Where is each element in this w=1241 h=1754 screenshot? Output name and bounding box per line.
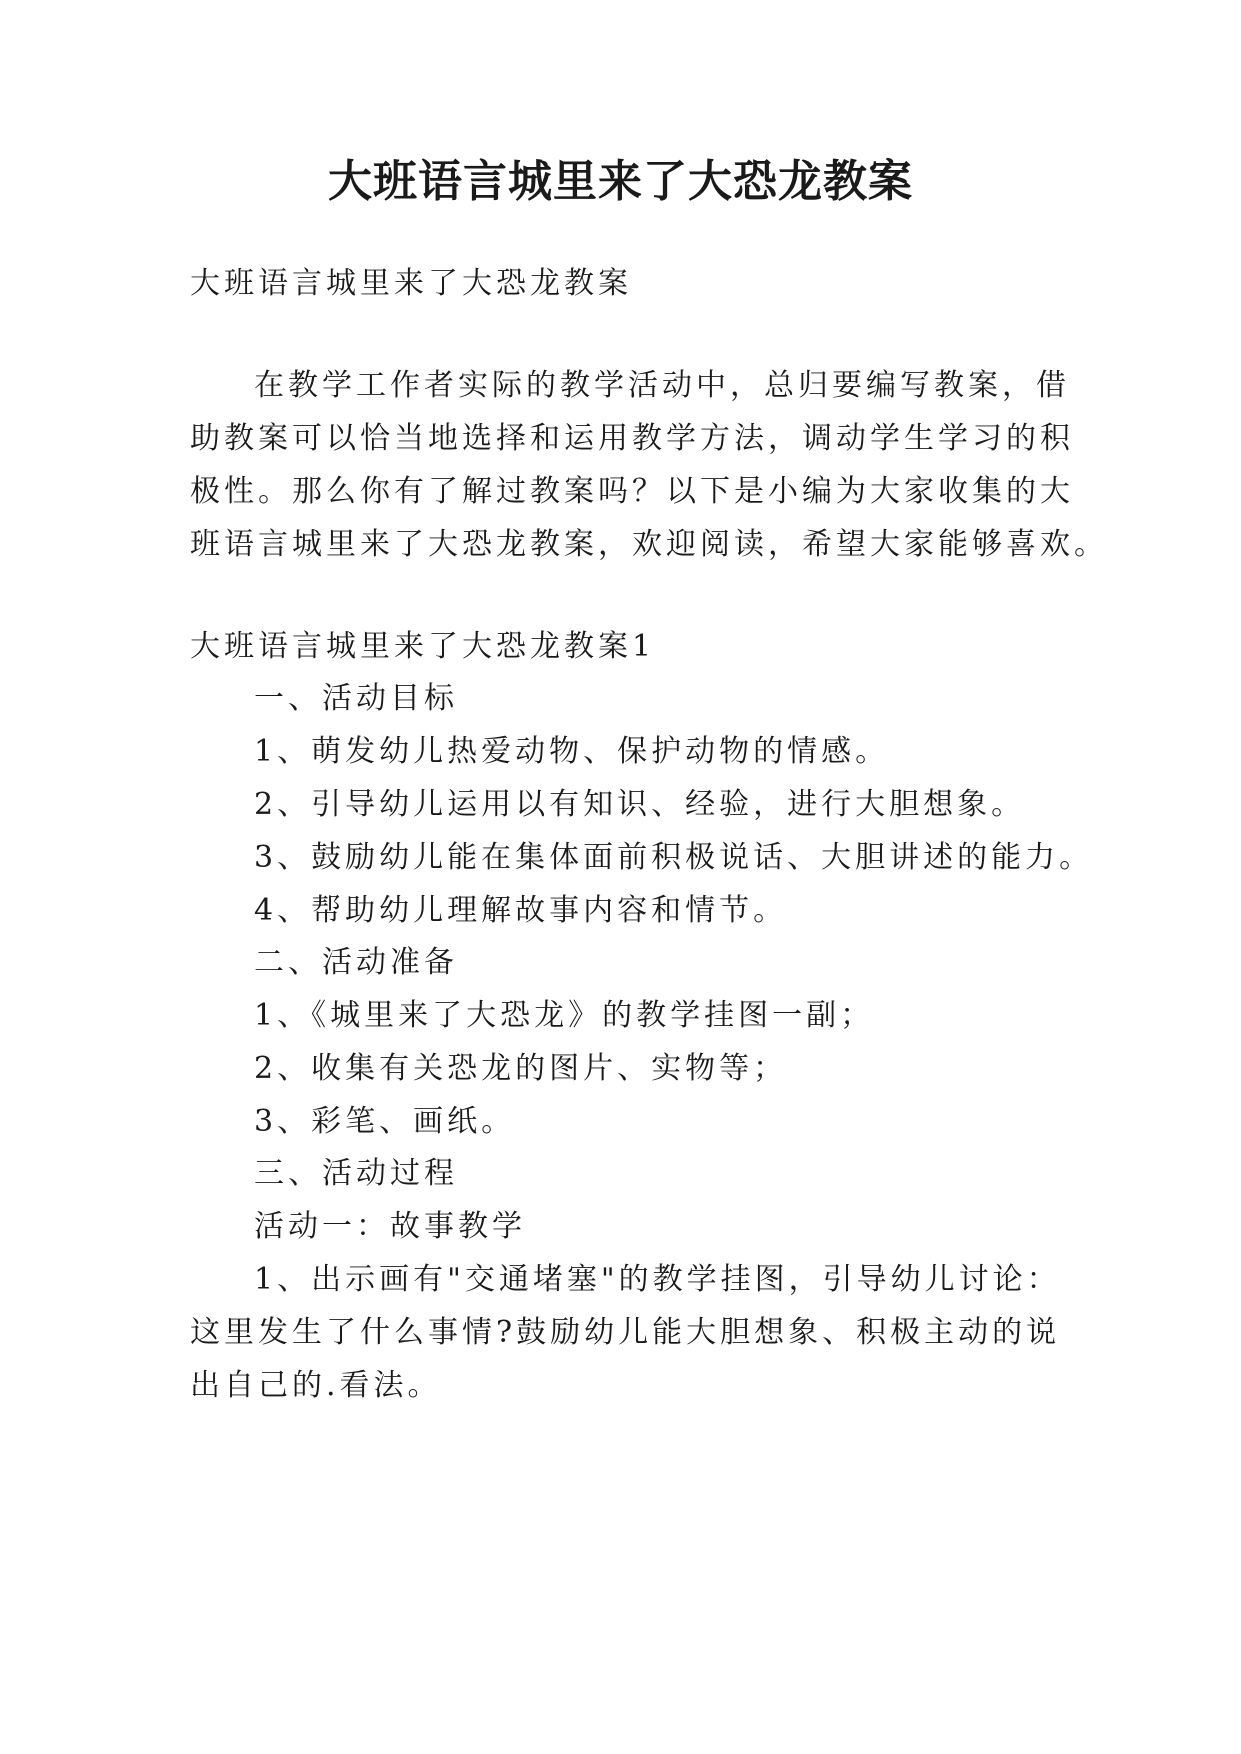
step-line-2: 这里发生了什么事情?鼓励幼儿能大胆想象、积极主动的说 (190, 1315, 1061, 1350)
document-title: 大班语言城里来了大恐龙教案 (328, 156, 913, 207)
process-heading: 三、活动过程 (254, 1156, 458, 1191)
goal-item-1: 1、萌发幼儿热爱动物、保护动物的情感。 (254, 734, 890, 769)
goal-item-2: 2、引导幼儿运用以有知识、经验，进行大胆想象。 (254, 787, 1026, 822)
intro-line-3: 极性。那么你有了解过教案吗？以下是小编为大家收集的大 (190, 474, 1074, 509)
prep-heading: 二、活动准备 (254, 945, 458, 980)
document-subtitle: 大班语言城里来了大恐龙教案 (190, 266, 632, 301)
section-heading: 大班语言城里来了大恐龙教案1 (190, 629, 656, 664)
prep-item-3: 3、彩笔、画纸。 (254, 1104, 516, 1139)
goal-item-3: 3、鼓励幼儿能在集体面前积极说话、大胆讲述的能力。 (254, 840, 1094, 875)
step-line-3: 出自己的.看法。 (190, 1368, 442, 1403)
intro-line-2: 助教案可以恰当地选择和运用教学方法，调动学生学习的积 (190, 421, 1074, 456)
prep-item-2: 2、收集有关恐龙的图片、实物等； (254, 1051, 788, 1086)
goals-heading: 一、活动目标 (254, 681, 458, 716)
step-line-1: 1、出示画有"交通堵塞"的教学挂图，引导幼儿讨论： (254, 1262, 1061, 1297)
goal-item-4: 4、帮助幼儿理解故事内容和情节。 (254, 893, 788, 928)
prep-item-1: 1、《城里来了大恐龙》的教学挂图一副； (254, 998, 875, 1033)
activity-heading: 活动一：故事教学 (254, 1209, 526, 1244)
intro-line-1: 在教学工作者实际的教学活动中，总归要编写教案，借 (254, 368, 1070, 403)
intro-line-4: 班语言城里来了大恐龙教案，欢迎阅读，希望大家能够喜欢。 (190, 527, 1108, 562)
